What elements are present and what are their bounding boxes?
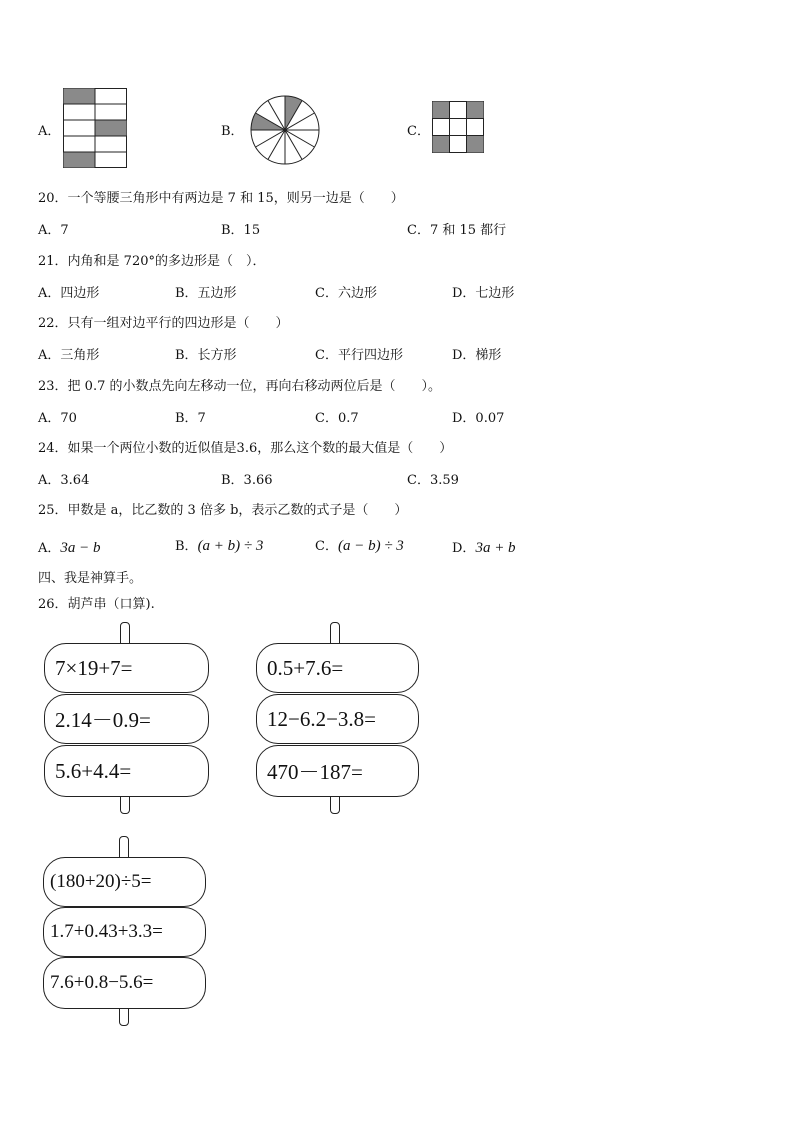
skewer-3-item-1: (180+20)÷5= [43,857,206,907]
q25-option-c [315,535,404,555]
figure-c-grid [432,101,484,153]
question-22: 22．只有一组对边平行的四边形是（ ） [38,316,289,331]
q25-option-d-label: D． [452,541,476,556]
figure-b-circle [250,95,320,165]
q24-option-c: C．3.59 [407,473,459,488]
skewer-2-item-2: 12−6.2−3.8= [256,694,419,744]
figure-c-shaded-cell [467,102,484,119]
q23-option-b: B．7 [175,411,206,426]
q20-option-b: B．15 [221,223,261,238]
q25-option-b-expr: (a + b) ÷ 3 [197,538,264,554]
figure-c-shaded-cell [433,102,450,119]
figure-c-label: C． [407,124,430,139]
q21-option-c: C．六边形 [315,286,377,301]
q22-option-d: D．梯形 [452,348,502,363]
q20-option-a: A．7 [38,223,69,238]
q25-option-c-expr: (a − b) ÷ 3 [337,538,404,554]
figure-a-shaded-cell [95,120,127,136]
q23-option-c: C．0.7 [315,411,359,426]
skewer-1-item-2: 2.14－0.9= [44,694,209,744]
q25-option-a-expr: 3a − b [60,540,101,556]
q23-option-a: A．70 [38,411,77,426]
figure-a-shaded-cell [64,152,96,168]
q24-option-b: B．3.66 [221,473,273,488]
skewer-3-item-3: 7.6+0.8−5.6= [43,957,206,1009]
q21-option-b: B．五边形 [175,286,237,301]
skewer-2-item-3: 470－187= [256,745,419,797]
question-20: 20．一个等腰三角形中有两边是 7 和 15，则另一边是（ ） [38,191,404,206]
q23-option-d: D．0.07 [452,411,505,426]
question-21: 21．内角和是 720°的多边形是（ ）． [38,254,266,269]
skewer-1-item-1: 7×19+7= [44,643,209,693]
q25-option-c-label: C． [315,539,338,554]
skewer-3-item-2: 1.7+0.43+3.3= [43,907,206,957]
figure-c-shaded-cell [433,136,450,153]
question-24: 24．如果一个两位小数的近似值是3.6，那么这个数的最大值是（ ） [38,441,453,456]
figure-a-shaded-cell [64,89,96,105]
q22-option-b: B．长方形 [175,348,237,363]
q25-option-b-label: B． [175,539,198,554]
figure-a-grid [63,88,127,168]
q21-option-a: A．四边形 [38,286,100,301]
q25-option-d-expr: 3a + b [475,540,516,556]
q25-option-a-label: A． [38,541,61,556]
q25-option-b [175,535,263,555]
figure-c-shaded-cell [467,136,484,153]
q20-option-c: C．7 和 15 都行 [407,223,507,238]
figure-a-label: A． [38,124,61,139]
q24-option-a: A．3.64 [38,473,90,488]
question-26: 26．胡芦串（口算). [38,597,155,612]
section-4-title: 四、我是神算手。 [38,571,143,586]
skewer-1-item-3: 5.6+4.4= [44,745,209,797]
question-23: 23．把 0.7 的小数点先向左移动一位，再向右移动两位后是（ ）。 [38,379,441,394]
q25-option-a [38,537,101,557]
q22-option-a: A．三角形 [38,348,100,363]
figure-b-label: B． [221,124,244,139]
q25-option-d [452,537,516,557]
skewer-2-item-1: 0.5+7.6= [256,643,419,693]
q22-option-c: C．平行四边形 [315,348,403,363]
question-25: 25．甲数是 a，比乙数的 3 倍多 b，表示乙数的式子是（ ） [38,503,408,518]
q21-option-d: D．七边形 [452,286,515,301]
